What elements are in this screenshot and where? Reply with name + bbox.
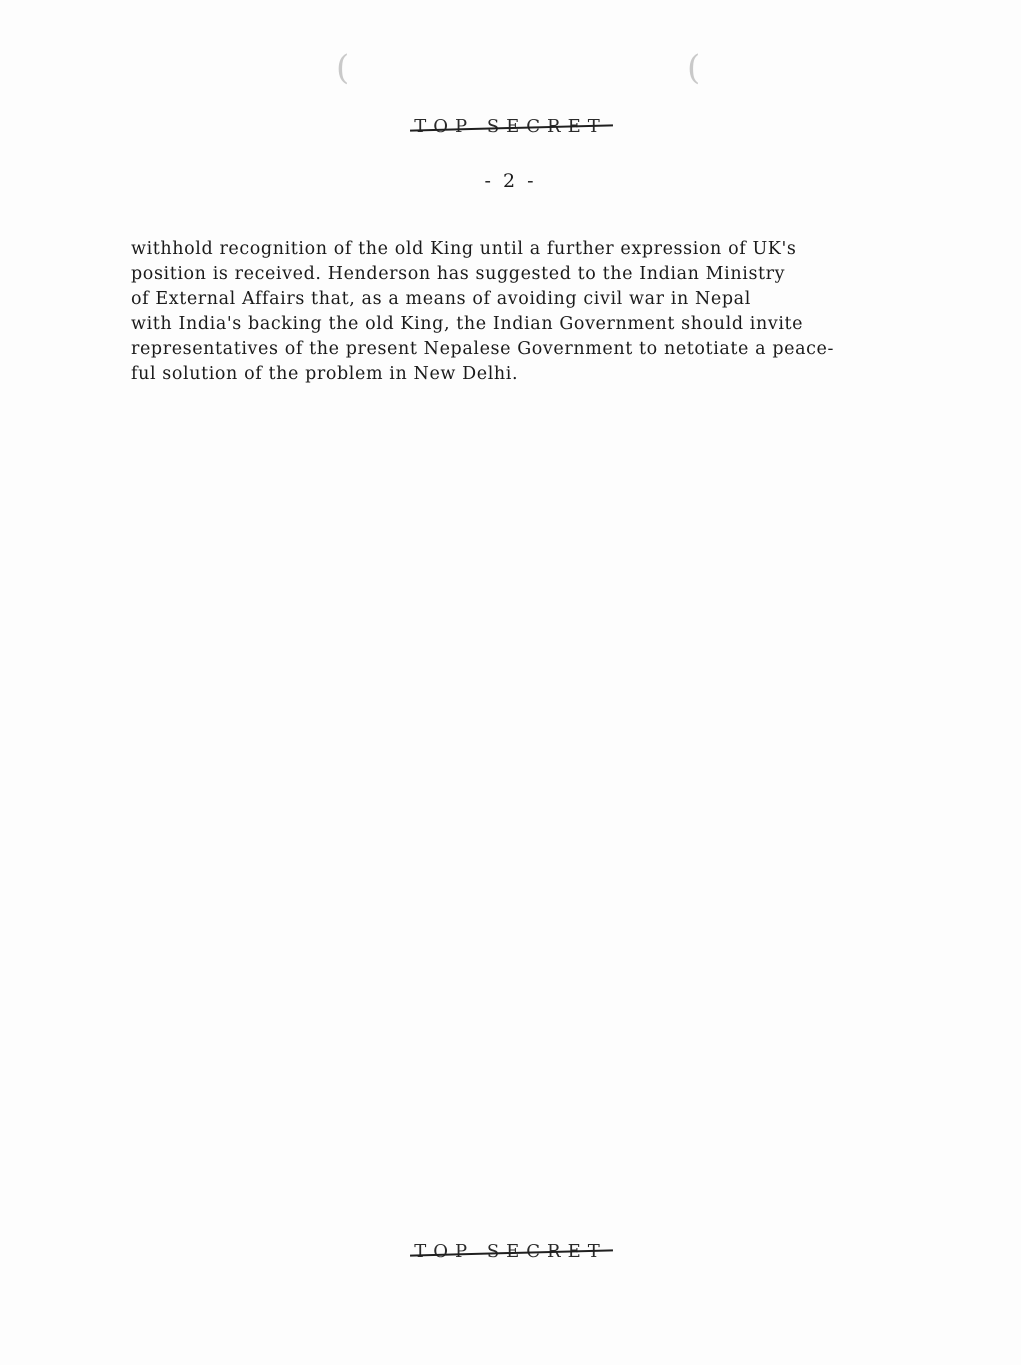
body-line: ful solution of the problem in New Delhi. xyxy=(131,364,519,384)
header-classification xyxy=(0,116,1021,137)
scan-artifact-mark: ( xyxy=(687,48,701,88)
scan-artifact-mark: ( xyxy=(336,48,350,88)
footer-classification xyxy=(0,1241,1021,1262)
body-paragraph xyxy=(131,237,921,387)
body-line: of External Affairs that, as a means of avoiding civil war in Nepal xyxy=(131,289,751,309)
body-line: representatives of the present Nepalese Government to netotiate a peace- xyxy=(131,339,835,359)
header-classification-text: TOP SECRET xyxy=(414,116,607,137)
body-line: with India's backing the old King, the Indian Government should invite xyxy=(131,314,804,334)
body-line: withhold recognition of the old King until a further expression of UK's xyxy=(131,239,797,259)
body-line: position is received. Henderson has suggested to the Indian Ministry xyxy=(131,264,786,284)
footer-classification-text: TOP SECRET xyxy=(414,1241,607,1262)
page-number: - 2 - xyxy=(484,170,537,192)
